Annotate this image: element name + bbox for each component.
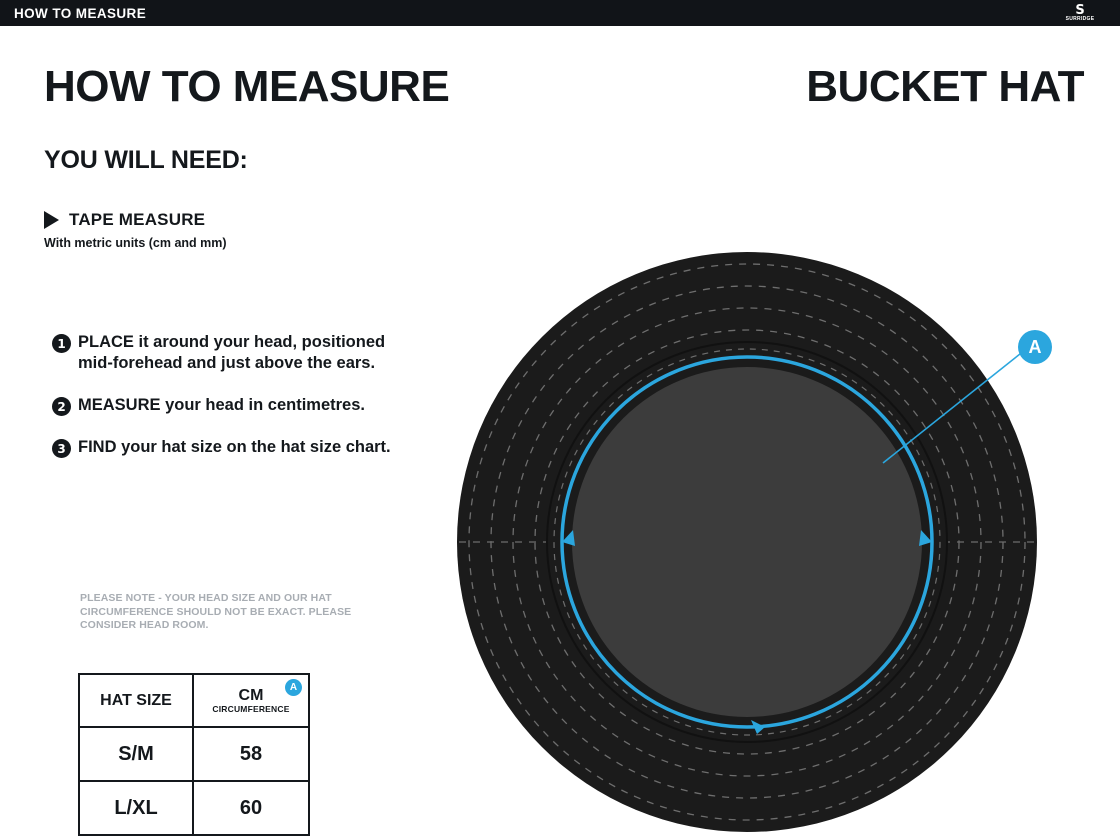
list-item (52, 332, 422, 374)
top-bar-title: HOW TO MEASURE (14, 5, 147, 21)
product-title: BUCKET HAT (806, 62, 1084, 111)
top-bar (0, 0, 1120, 26)
tool-name: TAPE MEASURE (69, 210, 206, 229)
step-text: MEASURE your head in centimetres. (78, 396, 365, 414)
table-header-circumference (193, 674, 309, 727)
table-header-row (79, 674, 309, 727)
hat-size-table (78, 673, 310, 836)
brand-logo (1052, 2, 1108, 24)
callout-badge-a: A (1018, 330, 1052, 364)
steps-list (52, 332, 422, 479)
badge-a: A (285, 679, 302, 696)
hat-crown-top (572, 367, 922, 717)
table-header-hat-size: HAT SIZE (79, 674, 193, 727)
cell-cm: 60 (193, 781, 309, 835)
step-number: 3 (52, 439, 71, 458)
brand-mark-icon: S (1075, 2, 1085, 18)
list-item (52, 395, 422, 416)
step-text: PLACE it around your head, positioned mid-forehead and just above the ears. (78, 333, 386, 372)
you-will-need-heading: YOU WILL NEED: (44, 146, 248, 174)
tool-row (44, 210, 205, 230)
tool-detail: With metric units (cm and mm) (44, 236, 227, 250)
table-header-circumference-label: CIRCUMFERENCE (212, 703, 290, 714)
table-row (79, 727, 309, 781)
step-text: FIND your hat size on the hat size chart. (78, 438, 391, 456)
cell-cm: 58 (193, 727, 309, 781)
triangle-bullet-icon (44, 211, 59, 229)
cell-hat-size: S/M (79, 727, 193, 781)
brand-name: SURRIDGE (1065, 15, 1095, 22)
table-row (79, 781, 309, 835)
please-note-text: PLEASE NOTE - YOUR HEAD SIZE AND OUR HAT CIRCUMFERENCE SHOULD NOT BE EXACT. PLEASE CONSIDER HEAD ROOM. (80, 592, 352, 631)
page-title: HOW TO MEASURE (44, 62, 450, 111)
bucket-hat-diagram (455, 250, 1040, 833)
cell-hat-size: L/XL (79, 781, 193, 835)
hat-illustration (455, 250, 1040, 833)
table-header-cm-label: CM (238, 686, 264, 704)
list-item (52, 437, 422, 458)
step-number: 1 (52, 334, 71, 353)
step-number: 2 (52, 397, 71, 416)
